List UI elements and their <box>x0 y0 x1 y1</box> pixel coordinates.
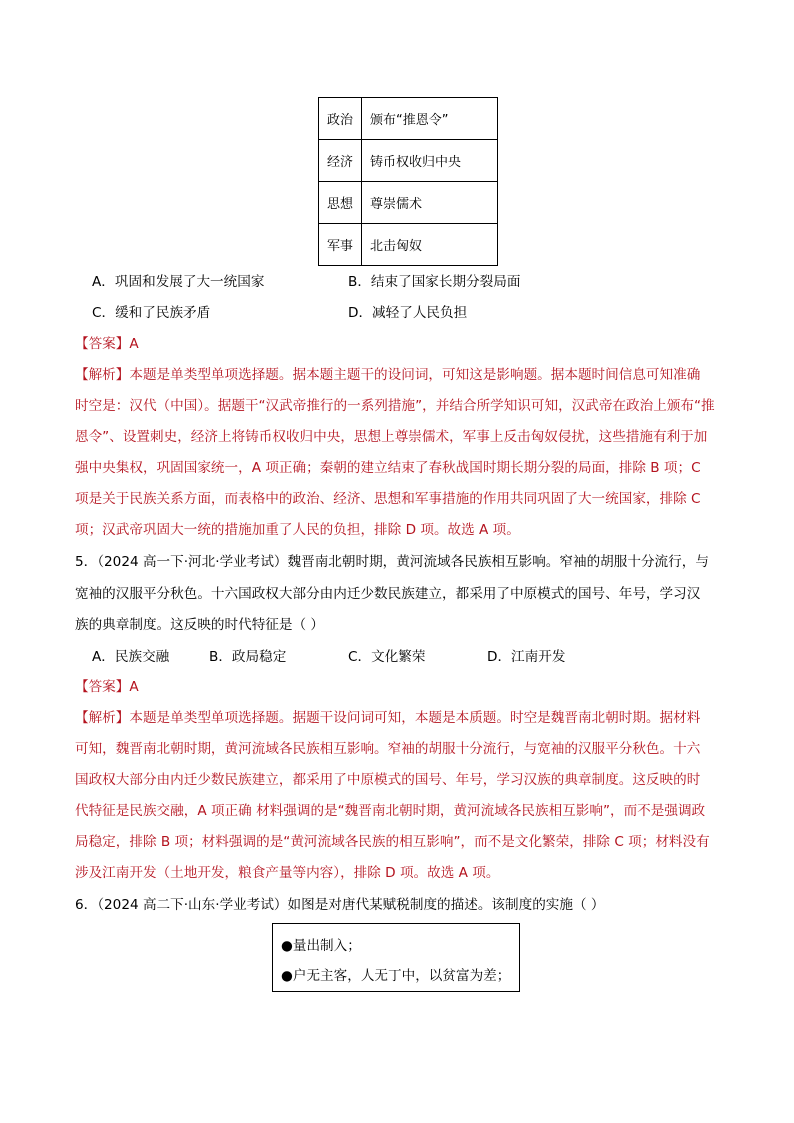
q5-analysis-line <box>75 708 700 728</box>
q5-option-a: A．民族交融 <box>92 649 170 665</box>
q5-stem-line: 宽袖的汉服平分秋色。十六国政权大部分由内迁少数民族建立，都采用了中原模式的国号、年号，学习汉 <box>75 586 701 602</box>
q4-option-d: D．减轻了人民负担 <box>348 305 468 321</box>
q5-option-d: D．江南开发 <box>487 649 566 665</box>
q4-analysis-line: 恩令”、设置刺史，经济上将铸币权收归中央，思想上尊崇儒术，军事上反击匈奴侵扰，这些措施有利于加 <box>75 429 708 445</box>
analysis-tag: 【解析】 <box>75 367 130 383</box>
q4-option-b: B．结束了国家长期分裂局面 <box>348 274 521 290</box>
q5-stem-line: 族的典章制度。这反映的时代特征是（ ） <box>75 617 325 633</box>
q4-analysis-line <box>75 365 700 385</box>
table-cell-value: 尊崇儒术 <box>362 182 498 224</box>
q5-option-c: C．文化繁荣 <box>348 649 426 665</box>
q4-analysis-line: 项；汉武帝巩固大一统的措施加重了人民的负担，排除 D 项。故选 A 项。 <box>75 522 520 538</box>
table-row <box>319 140 498 182</box>
policy-table <box>318 97 498 266</box>
q4-analysis-line: 时空是：汉代（中国）。据题干“汉武帝推行的一系列措施”，并结合所学知识可知，汉武帝在政治上颁布“推 <box>75 398 715 414</box>
q5-analysis-line: 代特征是民族交融，A 项正确 材料强调的是“魏晋南北朝时期，黄河流域各民族相互影响”，而不是强调政 <box>75 803 706 819</box>
table-cell-key: 军事 <box>319 224 362 266</box>
q4-option-c: C．缓和了民族矛盾 <box>92 305 211 321</box>
q4-answer <box>75 334 139 354</box>
table-cell-value: 北击匈奴 <box>362 224 498 266</box>
table-cell-key: 经济 <box>319 140 362 182</box>
q4-analysis-line: 项是关于民族关系方面，而表格中的政治、经济、思想和军事措施的作用共同巩固了大一统国家，排除 C <box>75 491 701 507</box>
q4-analysis-line: 强中央集权，巩固国家统一，A 项正确；秦朝的建立结束了春秋战国时期长期分裂的局面，排除 B 项；C <box>75 460 701 476</box>
table-row <box>319 224 498 266</box>
table-row <box>319 182 498 224</box>
q5-answer <box>75 677 139 697</box>
answer-value: A <box>129 679 139 695</box>
table-cell-value: 颁布“推恩令” <box>362 98 498 140</box>
material-line: ●量出制入； <box>281 938 361 954</box>
answer-tag: 【答案】 <box>75 336 130 352</box>
analysis-tag: 【解析】 <box>75 710 130 726</box>
table-cell-value: 铸币权收归中央 <box>362 140 498 182</box>
q6-material-box <box>272 923 520 992</box>
q4-option-a: A．巩固和发展了大一统国家 <box>92 274 265 290</box>
q5-option-b: B．政局稳定 <box>209 649 287 665</box>
answer-value: A <box>129 336 139 352</box>
analysis-text: 本题是单类型单项选择题。据本题主题干的设问词，可知这是影响题。据本题时间信息可知准确 <box>129 367 701 383</box>
q5-analysis-line: 可知，魏晋南北朝时期，黄河流域各民族相互影响。窄袖的胡服十分流行，与宽袖的汉服平分秋色。十六 <box>75 741 701 757</box>
q5-analysis-line: 局稳定，排除 B 项；材料强调的是“黄河流域各民族的相互影响”，而不是文化繁荣，排除 C 项；材料没有 <box>75 834 710 850</box>
table-cell-key: 思想 <box>319 182 362 224</box>
q5-stem-line: 5．（2024 高一下·河北·学业考试）魏晋南北朝时期，黄河流域各民族相互影响。窄袖的胡服十分流行，与 <box>75 554 709 570</box>
answer-tag: 【答案】 <box>75 679 130 695</box>
q5-analysis-line: 国政权大部分由内迁少数民族建立，都采用了中原模式的国号、年号，学习汉族的典章制度。这反映的时 <box>75 772 701 788</box>
q6-stem: 6．（2024 高二下·山东·学业考试）如图是对唐代某赋税制度的描述。该制度的实施（ ） <box>75 897 605 913</box>
table-row <box>319 98 498 140</box>
q5-analysis-line: 涉及江南开发（土地开发，粮食产量等内容），排除 D 项。故选 A 项。 <box>75 865 500 881</box>
table-cell-key: 政治 <box>319 98 362 140</box>
analysis-text: 本题是单类型单项选择题。据题干设问词可知，本题是本质题。时空是魏晋南北朝时期。据材料 <box>129 710 701 726</box>
material-line: ●户无主客，人无丁中，以贫富为差； <box>281 968 511 984</box>
